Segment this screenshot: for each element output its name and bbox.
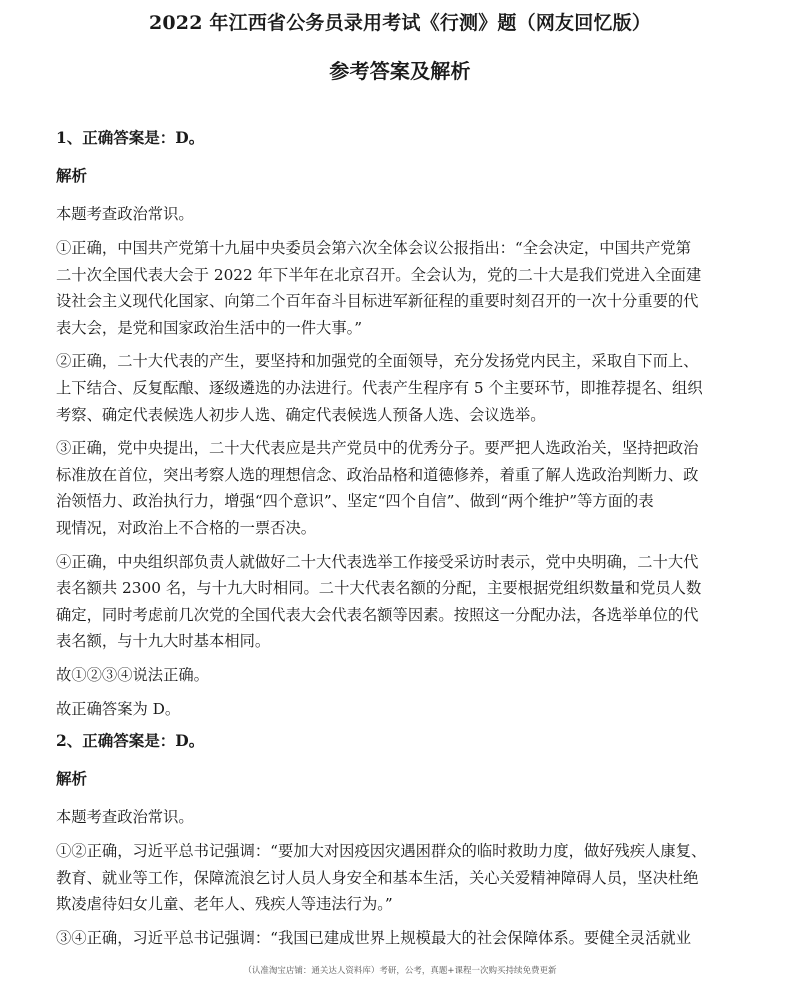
document-subtitle: 参考答案及解析 bbox=[329, 59, 471, 83]
text-line: 表名额共 2300 名，与十九大时相同。二十大代表名额的分配，主要根据党组织数量和党员人数 bbox=[56, 579, 702, 598]
q2-answer-heading: 2、正确答案是：D。 bbox=[56, 730, 205, 750]
q1-answer-heading: 1、正确答案是：D。 bbox=[56, 128, 205, 147]
text-line: 治领悟力、政治执行力，增强“四个意识”、坚定“四个自信”、做到“两个维护”等方面的表 bbox=[56, 492, 654, 511]
q1-conclusion: 故①②③④说法正确。 bbox=[56, 665, 209, 684]
text-line: 标准放在首位，突出考察人选的理想信念、政治品格和道德修养，着重了解人选政治判断力、政 bbox=[56, 465, 699, 484]
document-title: 2022 年江西省公务员录用考试《行测》题（网友回忆版） bbox=[148, 12, 652, 34]
q2-paragraph-2 bbox=[56, 925, 756, 952]
q2-analysis-label: 解析 bbox=[56, 768, 88, 788]
page-footer: （认准淘宝店铺：通关达人资料库）考研，公考，真题+课程一次购买持续免费更新 bbox=[243, 966, 557, 976]
q1-paragraph-4 bbox=[56, 549, 756, 655]
text-line: 考察、确定代表候选人初步人选、确定代表候选人预备人选、会议选举。 bbox=[56, 405, 546, 424]
text-line: ③④正确，习近平总书记强调：“我国已建成世界上规模最大的社会保障体系。要健全灵活就业 bbox=[56, 928, 691, 947]
text-line: 上下结合、反复酝酿、逐级遴选的办法进行。代表产生程序有 5 个主要环节，即推荐提名、组织 bbox=[56, 378, 703, 397]
q1-paragraph-3 bbox=[56, 435, 756, 541]
document-body bbox=[56, 127, 756, 958]
text-line: 欺凌虐待妇女儿童、老年人、残疾人等违法行为。” bbox=[56, 895, 393, 914]
q1-paragraph-2 bbox=[56, 348, 756, 428]
text-line: 确定，同时考虑前几次党的全国代表大会代表名额等因素。按照这一分配办法，各选举单位的代 bbox=[56, 605, 699, 624]
text-line: ①正确，中国共产党第十九届中央委员会第六次全体会议公报指出：“全会决定，中国共产党第 bbox=[56, 239, 691, 257]
text-line: ①②正确，习近平总书记强调：“要加大对因疫因灾遇困群众的临时救助力度，做好残疾人康复、 bbox=[56, 841, 707, 860]
text-line: 表名额，与十九大时基本相同。 bbox=[56, 632, 271, 651]
text-line: ③正确，党中央提出，二十大代表应是共产党员中的优秀分子。要严把人选政治关，坚持把政治 bbox=[56, 439, 699, 458]
q2-intro: 本题考查政治常识。 bbox=[56, 807, 194, 826]
q2-paragraph-1 bbox=[56, 838, 756, 918]
text-line: 表大会，是党和国家政治生活中的一件大事。” bbox=[56, 318, 363, 337]
text-line: 二十次全国代表大会于 2022 年下半年在北京召开。全会认为，党的二十大是我们党进入全面建 bbox=[56, 265, 702, 284]
text-line: 教育、就业等工作，保障流浪乞讨人员人身安全和基本生活，关心关爱精神障碍人员，坚决杜绝 bbox=[56, 868, 699, 887]
q1-analysis-label: 解析 bbox=[56, 166, 88, 185]
q1-paragraph-1 bbox=[56, 235, 756, 341]
text-line: ④正确，中央组织部负责人就做好二十大代表选举工作接受采访时表示，党中央明确，二十大代 bbox=[56, 552, 699, 571]
q1-intro: 本题考查政治常识。 bbox=[56, 205, 194, 223]
text-line: 设社会主义现代化国家、向第二个百年奋斗目标进军新征程的重要时刻召开的一次十分重要的代 bbox=[56, 292, 699, 311]
text-line: ②正确，二十大代表的产生，要坚持和加强党的全面领导，充分发扬党内民主，采取自下而上、 bbox=[56, 352, 699, 371]
q1-final-answer: 故正确答案为 D。 bbox=[56, 699, 181, 718]
text-line: 现情况，对政治上不合格的一票否决。 bbox=[56, 518, 317, 537]
